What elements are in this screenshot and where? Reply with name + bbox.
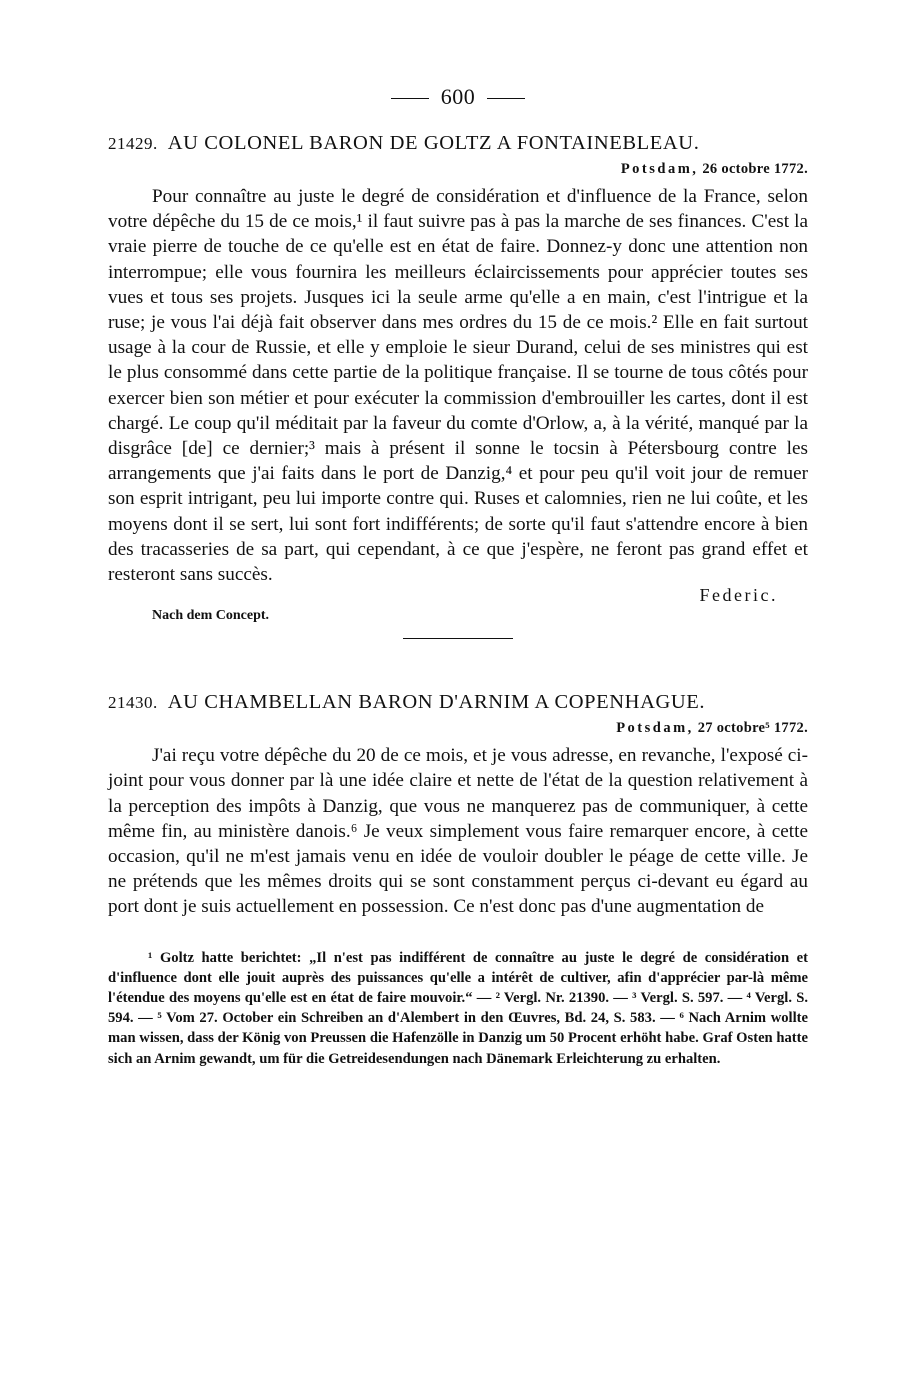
section-divider (403, 638, 513, 639)
letter2-body (108, 743, 808, 919)
letter2-paragraph: J'ai reçu votre dépêche du 20 de ce mois, et je vous adresse, en revanche, l'exposé ci-joint pour vous donner par là une idée claire et nette de l'état de la question relativement à la perception des impôts à Danzig, que vous ne manquerez pas de communiquer, à cette même fin, au ministère danois.⁶ Je veux simplement vous faire remarquer encore, à cette occasion, qu'il ne m'est jamais venu en idée de vouloir doubler le péage de cette ville. Je ne prétends que les mêmes droits qui se sont constamment perçus ci-devant eu égard au port dont je suis actuellement en possession. Ce n'est donc pas d'une augmentation de (108, 745, 808, 918)
letter1-place: Potsdam, (620, 161, 699, 177)
letter1-source: Nach dem Concept. (152, 608, 270, 624)
page-number: 600 (440, 84, 476, 109)
letter1-title: AU COLONEL BARON DE GOLTZ A FONTAINEBLEAU. (167, 132, 700, 154)
page-number-line (108, 84, 808, 114)
letter2-place: Potsdam, (616, 720, 694, 737)
page (108, 84, 808, 1069)
letter1-heading (108, 132, 808, 155)
letter1-dateline (108, 161, 808, 178)
letter2-date: 27 octobre⁵ 1772. (697, 720, 808, 737)
letter2-number: 21430. (108, 693, 158, 713)
letter2-heading (108, 691, 808, 714)
letter1-signature: Federic. (699, 585, 778, 606)
letter1-number: 21429. (108, 134, 158, 153)
letter2-title: AU CHAMBELLAN BARON D'ARNIM A COPENHAGUE. (167, 691, 706, 714)
right-dash (487, 98, 525, 99)
letter1-body (108, 184, 808, 587)
footnotes-text: ¹ Goltz hatte berichtet: „Il n'est pas indifférent de connaître au juste le degré de considération et d'influence dont elle jouit auprès des puissances qu'elle a intérêt de cultiver, afin d'apprécier par-là même l'étendue des moyens qu'elle est en état de faire mouvoir.“ — ² Vergl. Nr. 21390. — ³ Vergl. S. 597. — ⁴ Vergl. S. 594. — ⁵ Vom 27. October ein Schreiben an d'Alembert in den Œuvres, Bd. 24, S. 583. — ⁶ Nach Arnim wollte man wissen, dass der König von Preussen die Hafenzölle in Danzig um 50 Procent erhöht habe. Graf Osten hatte sich an Arnim gewandt, um für die Getreidesendungen nach Dänemark Erleichterung zu erhalten. (108, 949, 808, 1067)
footnotes (108, 948, 808, 1069)
letter1-date: 26 octobre 1772. (702, 161, 808, 177)
left-dash (391, 98, 429, 99)
letter2-dateline (108, 720, 808, 737)
letter1-paragraph: Pour connaître au juste le degré de considération et d'influence de la France, selon votre dépêche du 15 de ce mois,¹ il faut suivre pas à pas la marche de ses finances. C'est la vraie pierre de touche de ce qu'elle est en état de faire. Donnez-y donc une attention non interrompue; elle vous fournira les meilleurs éclaircissements pour apprécier toutes ses vues et tous ses projets. Jusques ici la seule arme qu'elle a en main, c'est l'intrigue et la ruse; je vous l'ai déjà fait observer dans mes ordres du 15 de ce mois.² Elle en fait surtout usage à la cour de Russie, et elle y emploie le sieur Durand, celui de ses ministres qui est le plus consommé dans cette partie de la politique française. Il se tourne de tous côtés pour exercer bien son métier et pour exécuter la commission d'embrouiller les cartes, dont il est chargé. Le coup qu'il méditait par la faveur du comte d'Orlow, a, à la vérité, manqué par la disgrâce [de] ce dernier;³ mais à présent il sonne le tocsin à Pétersbourg contre les arrangements que j'ai faits dans le port de Danzig,⁴ et pour peu qu'il voit jour de remuer son esprit intrigant, peu lui importe contre qui. Ruses et calomnies, rien ne lui coûte, et les moyens dont il se sert, lui sont fort indifférents; de sorte qu'il faut s'attendre encore à bien des tracasseries de sa part, qui cependant, à ce que j'espère, ne feront pas grand effet et resteront sans succès. (108, 186, 808, 586)
